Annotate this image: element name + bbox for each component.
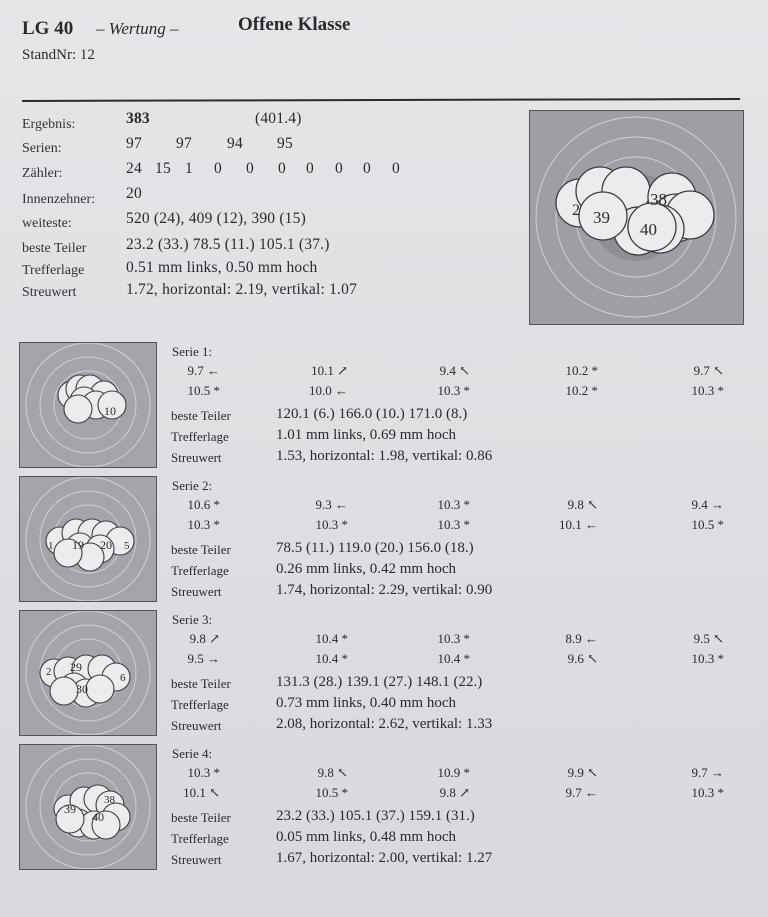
series-title: Serie 4: xyxy=(172,746,213,761)
series-title: Serie 3: xyxy=(172,612,213,627)
shot-value: 10.5 * xyxy=(691,517,724,532)
series-streuwert-label: Streuwert xyxy=(171,450,222,465)
series-target-label: 1 xyxy=(48,540,54,552)
series-target-image xyxy=(19,342,157,468)
series-streuwert-label: Streuwert xyxy=(171,852,222,867)
shot-value: 10.3 * xyxy=(691,785,724,800)
zaehler-value-4: 0 xyxy=(214,160,222,177)
shot-value: 9.8 ↖ xyxy=(567,497,598,512)
shot-value: 9.7 ↖ xyxy=(693,363,724,378)
series-beste-teiler-label: beste Teiler xyxy=(171,810,231,825)
shot-value: 10.1 ↖ xyxy=(183,785,220,800)
shot-value: 10.5 * xyxy=(315,785,348,800)
shot-value: 10.4 * xyxy=(315,651,348,666)
series-trefferlage-label: Trefferlage xyxy=(171,831,229,846)
zaehler-label: Zähler: xyxy=(22,166,63,181)
series-trefferlage-value: 0.26 mm links, 0.42 mm hoch xyxy=(276,561,456,577)
shot-value: 10.4 * xyxy=(437,651,470,666)
zaehler-value-7: 0 xyxy=(306,160,314,177)
shot-value: 9.5 → xyxy=(187,651,220,666)
trefferlage-label: Trefferlage xyxy=(22,263,85,278)
summary-target-label-1: 2 xyxy=(572,202,580,219)
series-target-svg xyxy=(20,611,156,735)
shot-value: 9.8 ↗ xyxy=(189,631,220,646)
trefferlage-value: 0.51 mm links, 0.50 mm hoch xyxy=(126,259,318,276)
series-target-svg xyxy=(20,343,156,467)
weiteste-label: weiteste: xyxy=(22,216,72,231)
series-target-label: 29 xyxy=(70,660,82,674)
header-divider xyxy=(22,98,740,102)
zaehler-value-1: 24 xyxy=(126,160,142,177)
innenzehner-value: 20 xyxy=(126,185,142,202)
shot-value: 9.5 ↖ xyxy=(693,631,724,646)
summary-target-image xyxy=(529,110,744,325)
zaehler-value-6: 0 xyxy=(278,160,286,177)
shot-value: 9.8 ↖ xyxy=(317,765,348,780)
shot-value: 9.3 ← xyxy=(315,497,348,512)
series-target-svg xyxy=(20,477,156,601)
summary-target-label-2: 39 xyxy=(593,208,610,227)
summary-target-label-4: 40 xyxy=(640,220,657,239)
summary-target-svg xyxy=(530,111,743,324)
shot-value: 10.4 * xyxy=(315,631,348,646)
series-target-label: 5 xyxy=(124,540,130,552)
series-streuwert-label: Streuwert xyxy=(171,584,222,599)
streuwert-label: Streuwert xyxy=(22,285,77,300)
shot-value: 10.3 * xyxy=(187,517,220,532)
series-beste-teiler-label: beste Teiler xyxy=(171,676,231,691)
shot-hole xyxy=(50,677,78,705)
shot-value: 9.7 ← xyxy=(187,363,220,378)
series-streuwert-value: 1.53, horizontal: 1.98, vertikal: 0.86 xyxy=(276,448,493,464)
zaehler-value-2: 15 xyxy=(155,160,171,177)
series-beste-teiler-value: 23.2 (33.) 105.1 (37.) 159.1 (31.) xyxy=(276,808,475,824)
shot-value: 10.9 * xyxy=(437,765,470,780)
series-trefferlage-value: 0.73 mm links, 0.40 mm hoch xyxy=(276,695,456,711)
zaehler-value-3: 1 xyxy=(185,160,193,177)
shot-value: 10.3 * xyxy=(437,517,470,532)
series-target-label: 40 xyxy=(92,810,104,824)
series-streuwert-label: Streuwert xyxy=(171,718,222,733)
series-trefferlage-label: Trefferlage xyxy=(171,429,229,444)
shot-value: 10.3 * xyxy=(691,383,724,398)
series-beste-teiler-value: 131.3 (28.) 139.1 (27.) 148.1 (22.) xyxy=(276,674,483,690)
zaehler-value-5: 0 xyxy=(246,160,254,177)
series-target-label: 39 xyxy=(64,802,76,816)
series-beste-teiler-value: 78.5 (11.) 119.0 (20.) 156.0 (18.) xyxy=(276,540,474,556)
shot-value: 10.0 ← xyxy=(309,383,348,398)
beste-teiler-value: 23.2 (33.) 78.5 (11.) 105.1 (37.) xyxy=(126,236,330,253)
shot-value: 10.2 * xyxy=(565,383,598,398)
shot-value: 10.2 * xyxy=(565,363,598,378)
series-target-label: 38 xyxy=(104,794,115,806)
series-target-label: 2 xyxy=(46,666,52,678)
shot-value: 9.7 → xyxy=(691,765,724,780)
class-code: LG 40 xyxy=(22,18,74,39)
shot-value: 10.6 * xyxy=(187,497,220,512)
rating-label: – Wertung – xyxy=(96,19,179,38)
shot-value: 10.3 * xyxy=(691,651,724,666)
series-trefferlage-value: 0.05 mm links, 0.48 mm hoch xyxy=(276,829,456,845)
shot-value: 8.9 ← xyxy=(565,631,598,646)
ergebnis-decimal: (401.4) xyxy=(255,110,302,127)
series-trefferlage-value: 1.01 mm links, 0.69 mm hoch xyxy=(276,427,456,443)
serien-value-3: 94 xyxy=(227,135,243,152)
zaehler-value-10: 0 xyxy=(392,160,400,177)
shot-value: 9.4 ↖ xyxy=(439,363,470,378)
series-target-label: 6 xyxy=(120,672,126,684)
series-streuwert-value: 2.08, horizontal: 2.62, vertikal: 1.33 xyxy=(276,716,493,732)
shot-value: 10.3 * xyxy=(315,517,348,532)
series-target-label: 30 xyxy=(76,682,88,696)
series-trefferlage-label: Trefferlage xyxy=(171,563,229,578)
shot-value: 9.9 ↖ xyxy=(567,765,598,780)
series-target-image xyxy=(19,744,157,870)
series-beste-teiler-label: beste Teiler xyxy=(171,408,231,423)
shot-value: 9.7 ← xyxy=(565,785,598,800)
series-trefferlage-label: Trefferlage xyxy=(171,697,229,712)
serien-label: Serien: xyxy=(22,141,62,156)
series-target-label: 20 xyxy=(100,538,112,552)
series-beste-teiler-label: beste Teiler xyxy=(171,542,231,557)
shot-value: 10.1 ← xyxy=(559,517,598,532)
ergebnis-value: 383 xyxy=(126,110,150,127)
serien-value-1: 97 xyxy=(126,135,142,152)
series-target-svg xyxy=(20,745,156,869)
series-streuwert-value: 1.67, horizontal: 2.00, vertikal: 1.27 xyxy=(276,850,493,866)
shot-hole xyxy=(86,675,114,703)
shot-value: 10.3 * xyxy=(437,497,470,512)
shot-hole xyxy=(64,395,92,423)
class-name: Offene Klasse xyxy=(238,14,351,35)
series-title: Serie 1: xyxy=(172,344,213,359)
zaehler-value-8: 0 xyxy=(335,160,343,177)
shot-value: 10.3 * xyxy=(437,631,470,646)
series-target-image xyxy=(19,610,157,736)
series-target-label: 19 xyxy=(72,538,84,552)
innenzehner-label: Innenzehner: xyxy=(22,192,96,207)
shot-value: 9.6 ↖ xyxy=(567,651,598,666)
shot-value: 9.8 ↗ xyxy=(439,785,470,800)
streuwert-value: 1.72, horizontal: 2.19, vertikal: 1.07 xyxy=(126,281,358,298)
series-title: Serie 2: xyxy=(172,478,213,493)
serien-value-2: 97 xyxy=(176,135,192,152)
shot-value: 10.5 * xyxy=(187,383,220,398)
ergebnis-label: Ergebnis: xyxy=(22,117,76,132)
shot-value: 10.1 ↗ xyxy=(311,363,348,378)
series-target-image xyxy=(19,476,157,602)
serien-value-4: 95 xyxy=(277,135,293,152)
shot-value: 10.3 * xyxy=(437,383,470,398)
shot-value: 10.3 * xyxy=(187,765,220,780)
beste-teiler-label: beste Teiler xyxy=(22,241,87,256)
weiteste-value: 520 (24), 409 (12), 390 (15) xyxy=(126,210,306,227)
stand-number: StandNr: 12 xyxy=(22,47,95,63)
zaehler-value-9: 0 xyxy=(363,160,371,177)
series-streuwert-value: 1.74, horizontal: 2.29, vertikal: 0.90 xyxy=(276,582,493,598)
summary-target-label-3: 38 xyxy=(650,190,667,209)
series-beste-teiler-value: 120.1 (6.) 166.0 (10.) 171.0 (8.) xyxy=(276,406,468,422)
shot-value: 9.4 → xyxy=(691,497,724,512)
series-target-label: 10 xyxy=(104,404,116,418)
